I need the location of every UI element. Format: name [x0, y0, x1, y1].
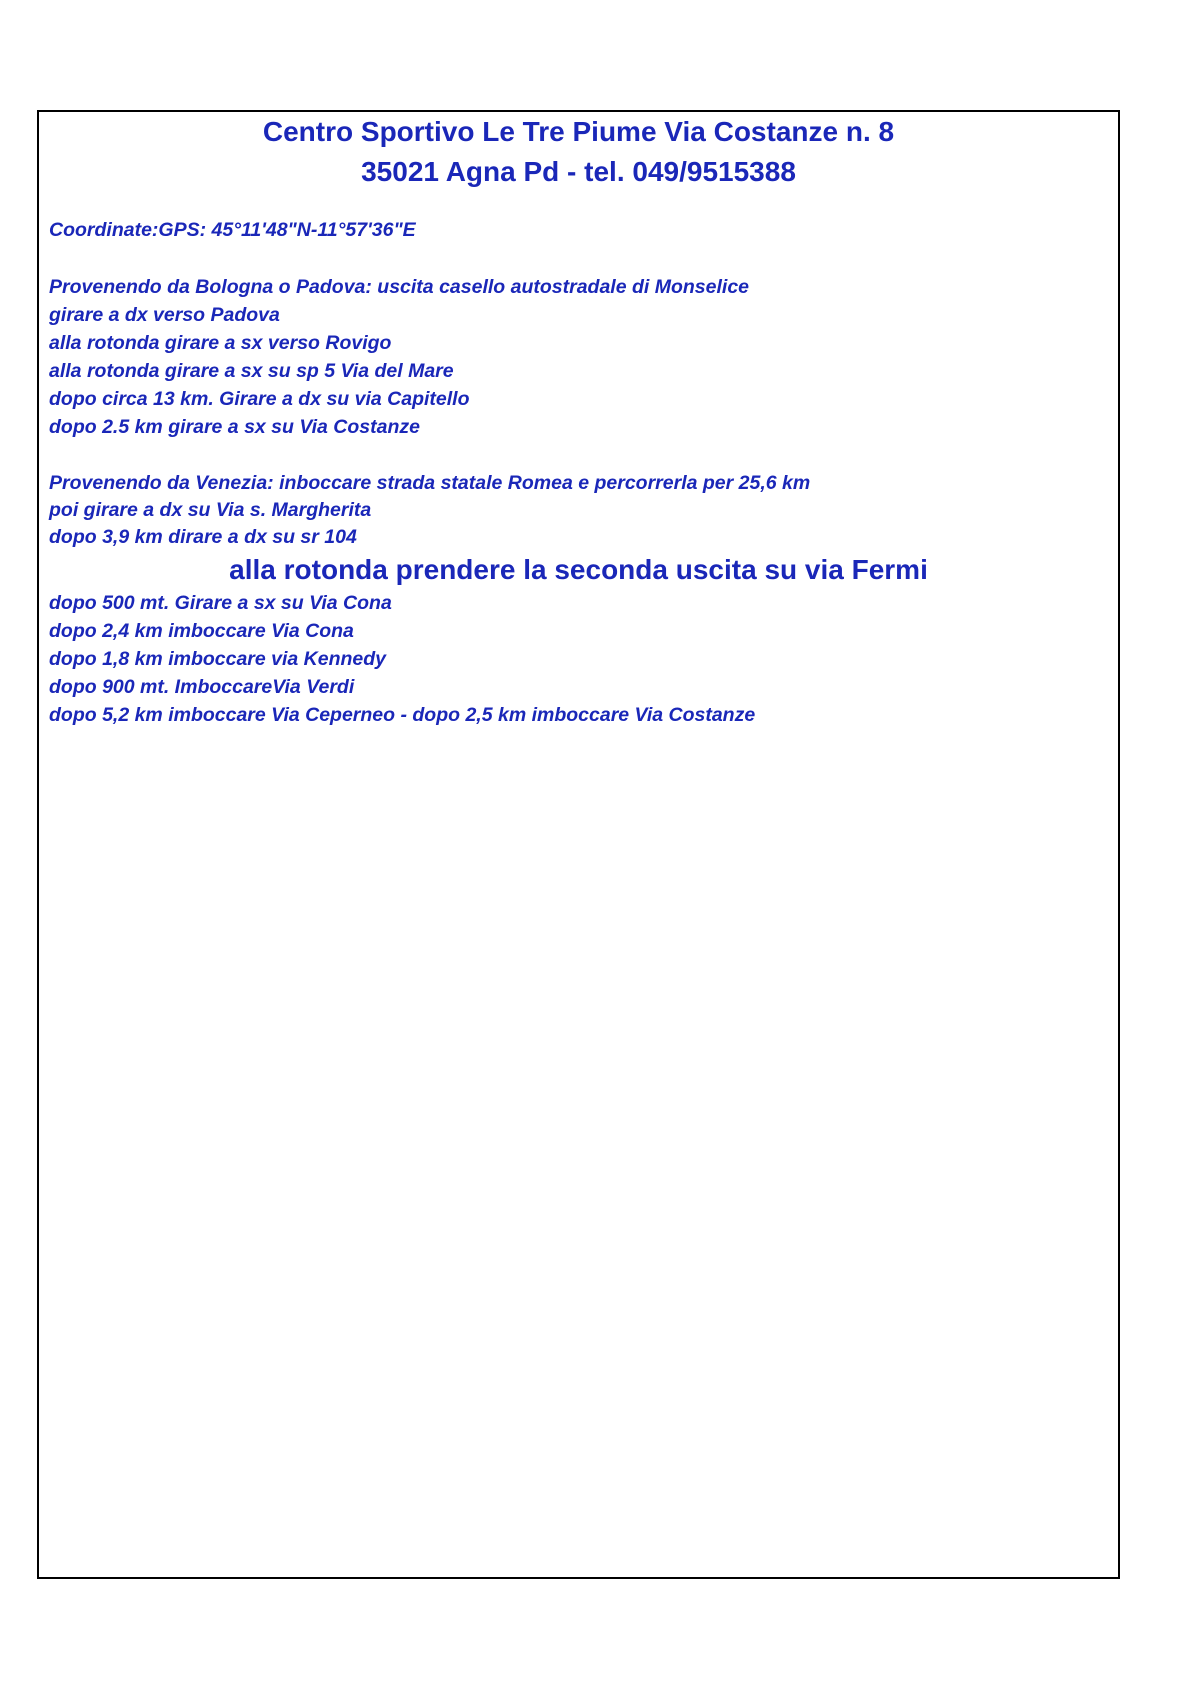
document-frame	[37, 110, 1120, 1579]
route-line: girare a dx verso Padova	[49, 304, 280, 326]
route-line: alla rotonda girare a sx verso Rovigo	[49, 332, 392, 354]
route-line: dopo 1,8 km imboccare via Kennedy	[49, 648, 387, 670]
route-line: poi girare a dx su Via s. Margherita	[49, 499, 372, 521]
route-line: dopo 900 mt. ImboccareVia Verdi	[49, 676, 355, 698]
route-line: dopo 5,2 km imboccare Via Ceperneo - dopo 2,5 km imboccare Via Costanze	[49, 704, 756, 726]
route-line: dopo 500 mt. Girare a sx su Via Cona	[49, 592, 392, 614]
page-title-line-2: 35021 Agna Pd - tel. 049/9515388	[361, 156, 796, 187]
route-line: Provenendo da Venezia: inboccare strada statale Romea e percorrerla per 25,6 km	[49, 472, 811, 494]
route-line: dopo circa 13 km. Girare a dx su via Capitello	[49, 388, 470, 410]
page-title-line-1: Centro Sportivo Le Tre Piume Via Costanze n. 8	[262, 116, 895, 147]
route-line: alla rotonda girare a sx su sp 5 Via del Mare	[49, 360, 454, 382]
route-line: dopo 3,9 km dirare a dx su sr 104	[49, 526, 357, 548]
route-line: dopo 2.5 km girare a sx su Via Costanze	[49, 416, 420, 438]
route-line: dopo 2,4 km imboccare Via Cona	[49, 620, 354, 642]
route-highlight: alla rotonda prendere la seconda uscita su via Fermi	[229, 554, 928, 585]
gps-coordinates: Coordinate:GPS: 45°11'48"N-11°57'36"E	[49, 219, 416, 241]
route-line: Provenendo da Bologna o Padova: uscita casello autostradale di Monselice	[49, 276, 750, 298]
